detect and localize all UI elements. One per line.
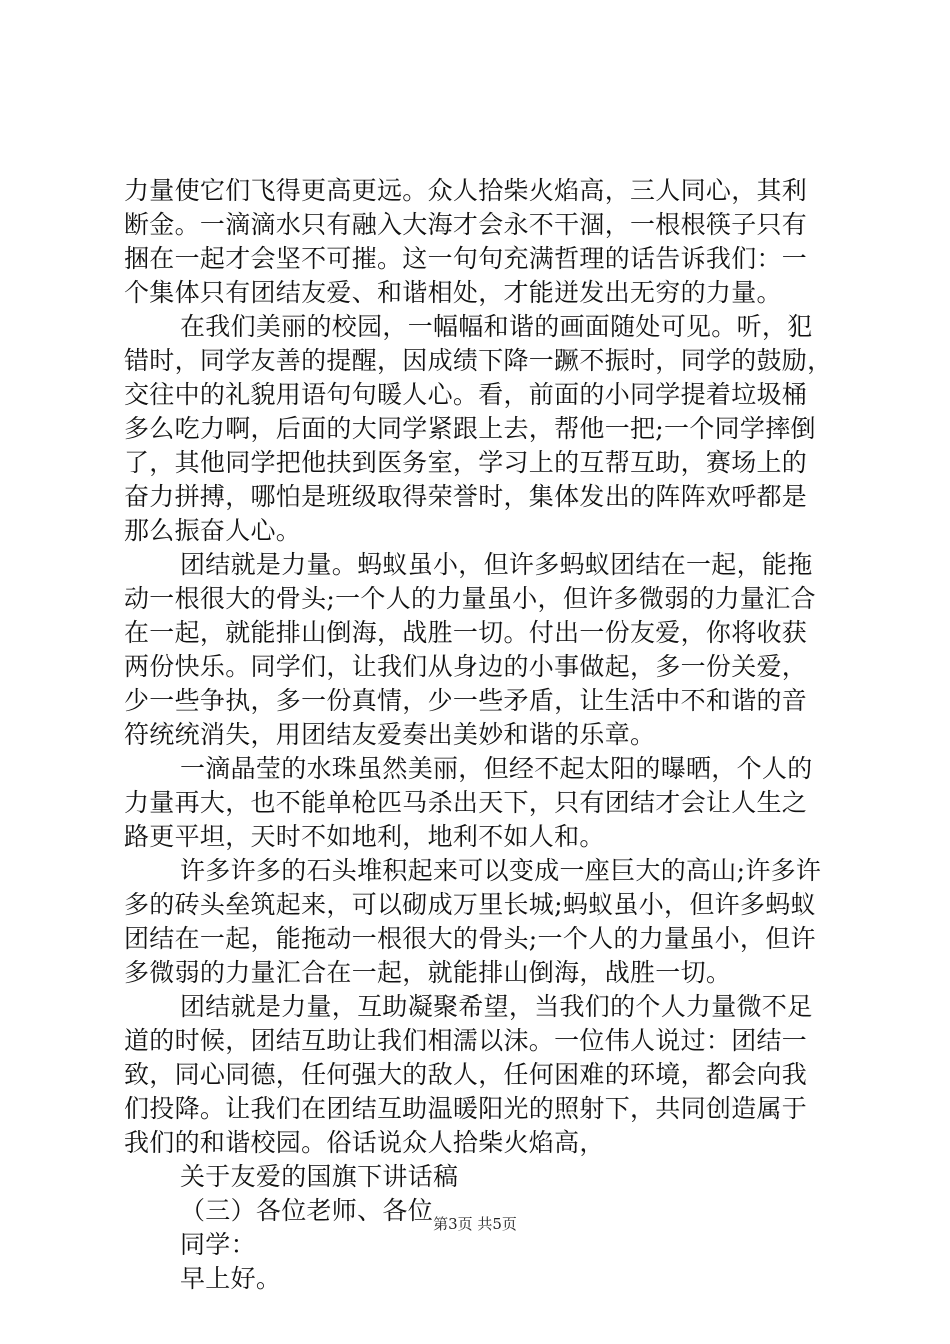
paragraph-start-line: 在我们美丽的校园，一幅幅和谐的画面随处可见。听，犯 [180, 312, 813, 341]
text-line: 错时，同学友善的提醒，因成绩下降一蹶不振时，同学的鼓励， [124, 346, 833, 375]
paragraph-start-line: 一滴晶莹的水珠虽然美丽，但经不起太阳的曝晒，个人的 [180, 754, 813, 783]
text-line: 我们的和谐校园。俗话说众人拾柴火焰高， [124, 1128, 605, 1157]
speech-subtitle-line: （三）各位老师、各位 [180, 1196, 434, 1225]
text-line: 力量使它们飞得更高更远。众人拾柴火焰高，三人同心，其利 [124, 176, 808, 205]
speech-title-line: 关于友爱的国旗下讲话稿 [180, 1162, 459, 1191]
text-line: 捆在一起才会坚不可摧。这一句句充满哲理的话告诉我们：一 [124, 244, 808, 273]
text-line: 致，同心同德，任何强大的敌人，任何困难的环境，都会向我 [124, 1060, 808, 1089]
text-line: 了，其他同学把他扶到医务室，学习上的互帮互助，赛场上的 [124, 448, 808, 477]
text-line: 少一些争执，多一份真情，少一些矛盾，让生活中不和谐的音 [124, 686, 808, 715]
paragraph-start-line: 团结就是力量。蚂蚁虽小，但许多蚂蚁团结在一起，能拖 [180, 550, 813, 579]
text-line: 符统统消失，用团结友爱奏出美妙和谐的乐章。 [124, 720, 656, 749]
text-line: 那么振奋人心。 [124, 516, 302, 545]
text-line: 路更平坦，天时不如地利，地利不如人和。 [124, 822, 605, 851]
text-line: 动一根很大的骨头;一个人的力量虽小，但许多微弱的力量汇合 [124, 584, 816, 613]
text-line: 多微弱的力量汇合在一起，就能排山倒海，战胜一切。 [124, 958, 732, 987]
text-line: 两份快乐。同学们，让我们从身边的小事做起，多一份关爱， [124, 652, 808, 681]
text-line: 交往中的礼貌用语句句暖人心。看，前面的小同学提着垃圾桶 [124, 380, 808, 409]
text-line: 们投降。让我们在团结互助温暖阳光的照射下，共同创造属于 [124, 1094, 808, 1123]
paragraph-start-line: 许多许多的石头堆积起来可以变成一座巨大的高山;许多许 [180, 856, 822, 885]
greeting-line: 早上好。 [180, 1264, 282, 1293]
paragraph-start-line: 团结就是力量，互助凝聚希望，当我们的个人力量微不足 [180, 992, 813, 1021]
text-line: 奋力拼搏，哪怕是班级取得荣誉时，集体发出的阵阵欢呼都是 [124, 482, 808, 511]
text-line: 多的砖头垒筑起来，可以砌成万里长城;蚂蚁虽小，但许多蚂蚁 [124, 890, 816, 919]
text-line: 在一起，就能排山倒海，战胜一切。付出一份友爱，你将收获 [124, 618, 808, 647]
document-body [124, 174, 844, 1296]
text-line: 力量再大，也不能单枪匹马杀出天下，只有团结才会让人生之 [124, 788, 808, 817]
page-number-footer: 第3页 共5页 [433, 1215, 517, 1233]
text-line: 团结在一起，能拖动一根很大的骨头;一个人的力量虽小，但许 [124, 924, 816, 953]
text-line: 个集体只有团结友爱、和谐相处，才能迸发出无穷的力量。 [124, 278, 782, 307]
text-line: 断金。一滴滴水只有融入大海才会永不干涸，一根根筷子只有 [124, 210, 808, 239]
greeting-line: 同学： [180, 1230, 256, 1259]
text-line: 多么吃力啊，后面的大同学紧跟上去，帮他一把;一个同学摔倒 [124, 414, 816, 443]
text-line: 道的时候，团结互助让我们相濡以沫。一位伟人说过：团结一 [124, 1026, 808, 1055]
